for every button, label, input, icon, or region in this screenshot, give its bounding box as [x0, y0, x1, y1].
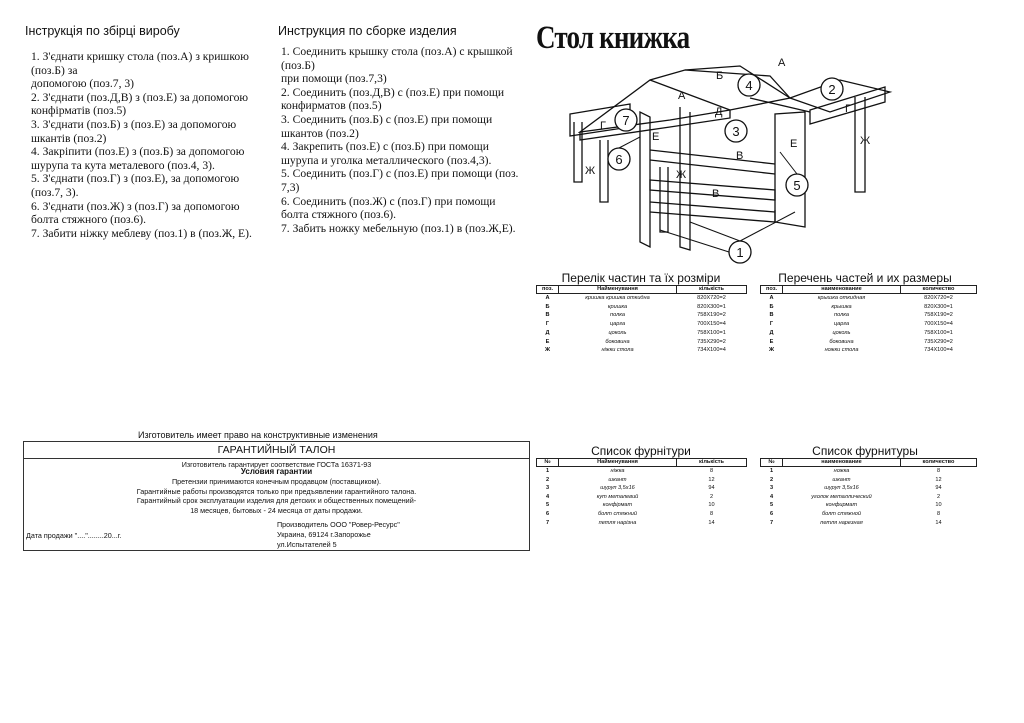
warranty-title-bar [24, 444, 529, 459]
table-header-row [761, 459, 977, 467]
table-header-row [537, 459, 747, 467]
hardware-ru-title: Список фурнитуры [812, 444, 918, 458]
column-header: поз. [761, 286, 783, 294]
instruction-line: 3. З'єднати (поз.Б) з (поз.Е) за допомогою [31, 117, 237, 131]
side-panel-right [775, 112, 805, 227]
column-header: количество [901, 286, 977, 294]
table-cell: конфірмат [602, 502, 633, 509]
table-cell: ніжки стола [601, 347, 634, 354]
table-cell: 5 [769, 502, 774, 509]
table-row [537, 329, 747, 338]
instruction-line: (поз.Б) за [31, 63, 78, 77]
table-cell: 700Х150=4 [697, 321, 726, 328]
table-cell: А [769, 295, 774, 301]
table-cell: Ж [768, 347, 775, 354]
callout-2: 2 [828, 82, 836, 97]
table-row [537, 338, 747, 347]
table-cell: 8 [936, 510, 941, 517]
table-row [537, 501, 747, 510]
manufacturer-info [277, 520, 400, 550]
table-row [761, 510, 977, 519]
table-cell: 10 [935, 502, 942, 509]
instruction-line: 7,3) [281, 180, 300, 194]
instruction-line: 1. З'єднати кришку стола (поз.А) з кришкою [31, 50, 249, 63]
table-cell: 12 [935, 476, 942, 483]
table-cell: шуруп 3,5х16 [824, 485, 859, 492]
table-cell: болт стяжний [597, 510, 638, 517]
warranty-line: Претензии принимаются конечным продавцом (поставщиком). [171, 477, 382, 486]
table-cell: Г [545, 321, 550, 328]
part-letter: Б [716, 70, 724, 82]
table-cell: А [545, 295, 550, 301]
table-cell: 758Х190=2 [697, 312, 726, 319]
table-cell: петля нарізна [598, 519, 637, 526]
instruction-line: при помощи (поз.7,3) [281, 72, 387, 86]
instruction-line: болта стяжного (поз.6). [281, 208, 397, 222]
table-cell: крышка [831, 303, 852, 310]
table-cell: 5 [545, 502, 550, 509]
table-cell: 758Х100=1 [924, 329, 953, 336]
callout-4: 4 [745, 78, 753, 93]
callout-7: 7 [622, 113, 630, 128]
instruction-line: 5. З'єднати (поз.Г) з (поз.Е), за допомогою [31, 172, 240, 186]
part-letter: Г [600, 120, 606, 132]
part-letter: А [778, 57, 786, 69]
instruction-line: 2. Соединить (поз.Д,В) с (поз.Е) при помощи [281, 85, 505, 99]
instruction-line: шурупа та кута металевого (поз.4, 3). [31, 158, 215, 172]
sale-date: Дата продажи "...."........20...г. [26, 531, 122, 540]
assembly-diagram [540, 52, 900, 267]
table-cell: Д [769, 329, 774, 336]
hardware-table-ru [760, 458, 977, 527]
instruction-line: (поз.Б) [281, 58, 315, 72]
table-cell: 14 [708, 519, 715, 526]
table-cell: крышка откидная [817, 295, 866, 301]
instruction-line: шкантів (поз.2) [31, 131, 107, 145]
table-cell: 8 [709, 468, 714, 474]
column-header: наименование [783, 459, 901, 467]
warranty-gost: Изготовитель гарантирует соответствие ГОСТа 16371-93 [181, 460, 372, 469]
hardware-ua-title: Список фурнітури [591, 444, 691, 458]
table-row [537, 519, 747, 528]
table-cell: 4 [545, 493, 550, 500]
table-cell: 6 [769, 510, 774, 517]
table-cell: 1 [769, 468, 774, 474]
table-cell: кришка кришка откидна [585, 295, 650, 301]
table-row [537, 467, 747, 476]
part-letter: Е [652, 131, 660, 143]
table-cell: уголок металлический [811, 493, 872, 500]
table-row [761, 484, 977, 493]
table-cell: шуруп 3,5х16 [600, 485, 635, 492]
table-cell: кришка [607, 303, 628, 310]
instruction-line: шкантов (поз.2) [281, 126, 359, 140]
manufacturer-line: ул.Испытателей 5 [277, 540, 337, 549]
part-letter: Г [845, 103, 851, 115]
part-letter: Ж [585, 165, 596, 177]
table-cell: кут металевий [596, 493, 639, 500]
table-row [761, 501, 977, 510]
table-row [761, 320, 977, 329]
table-cell: 735Х290=2 [924, 338, 953, 345]
part-letter: В [736, 150, 744, 162]
table-row [537, 311, 747, 320]
table-header-row [761, 286, 977, 294]
warranty-line: Гарантийные работы производятся только при предъявлении гарантийного талона. [136, 486, 417, 496]
table-row [761, 303, 977, 312]
table-cell: 12 [708, 476, 715, 483]
table-cell: 820Х300=1 [924, 303, 953, 310]
warranty-conditions-title: Условия гарантии [240, 467, 313, 476]
table-row [761, 311, 977, 320]
instruction-line: шурупа и уголка металлического (поз.4,3). [281, 153, 492, 167]
instruction-line: (поз.7, 3). [31, 185, 79, 199]
table-cell: петля нарезная [820, 519, 863, 526]
callout-1: 1 [736, 245, 744, 260]
instruction-line: 7. Забити ніжку меблеву (поз.1) в (поз.Ж, Е). [31, 226, 252, 240]
table-cell: Г [769, 321, 774, 328]
instruction-line: 1. Соединить крышку стола (поз.А) с крышкой [281, 45, 513, 58]
table-row [761, 346, 977, 355]
table-cell: Б [769, 303, 774, 310]
part-letter: В [712, 188, 720, 200]
table-cell: Б [545, 303, 550, 310]
warranty-line: Гарантийный срок эксплуатации изделия для детских и общественных помещений- [136, 496, 417, 505]
column-header: Найменування [559, 286, 677, 294]
table-cell: 7 [769, 519, 774, 526]
table-cell: ножка [833, 468, 850, 474]
instruction-line: 4. Закрепить (поз.Е) с (поз.Б) при помощи [281, 140, 489, 154]
table-row [537, 320, 747, 329]
table-cell: 820Х720=2 [697, 295, 726, 301]
table-cell: боковина [829, 338, 854, 345]
instruction-line: 2. З'єднати (поз.Д,В) з (поз.Е) за допомогою [31, 90, 249, 104]
table-cell: 3 [545, 485, 550, 492]
table-cell: 6 [545, 510, 550, 517]
table-row [537, 493, 747, 502]
table-row [761, 338, 977, 347]
table-row [761, 467, 977, 476]
side-panel-left [640, 112, 650, 247]
column-header: кількість [677, 286, 747, 294]
table-cell: 735Х290=2 [697, 338, 726, 345]
table-cell: 820Х300=1 [697, 303, 726, 310]
part-letter: Ж [676, 169, 687, 181]
instruction-line: 3. Соединить (поз.Б) с (поз.Е) при помощи [281, 112, 493, 126]
warranty-notice: Изготовитель имеет право на конструктивные изменения [138, 430, 378, 440]
table-cell: Ж [544, 347, 551, 354]
table-row [537, 510, 747, 519]
callout-5: 5 [793, 178, 801, 193]
parts-table-ua [536, 285, 747, 355]
table-header-row [537, 286, 747, 294]
table-row [761, 493, 977, 502]
parts-ru-title: Перечень частей и их размеры [778, 271, 952, 285]
callout-3: 3 [732, 124, 740, 139]
table-cell: 820Х720=2 [924, 295, 953, 301]
table-cell: 94 [708, 485, 715, 492]
table-cell: 734Х100=4 [924, 347, 953, 354]
table-row [537, 476, 747, 485]
table-cell: полка [834, 312, 849, 319]
column-header: количество [901, 459, 977, 467]
instruction-line: 7. Забить ножку мебельную (поз.1) в (поз.Ж,Е). [281, 221, 516, 235]
table-cell: В [545, 312, 550, 319]
table-cell: 2 [769, 476, 774, 483]
instruction-line: 5. Соединить (поз.Г) с (поз.Е) при помощи (поз. [281, 167, 519, 181]
table-cell: Е [769, 338, 774, 345]
column-header: № [761, 459, 783, 467]
warranty-title: ГАРАНТИЙНЫЙ ТАЛОН [217, 444, 336, 456]
table-cell: шкант [608, 476, 627, 483]
part-letter: Е [790, 138, 798, 150]
table-cell: 7 [545, 519, 550, 526]
parts-table-ru [760, 285, 977, 355]
column-header: № [537, 459, 559, 467]
table-cell: цоколь [608, 329, 627, 336]
part-letter: Ж [860, 135, 871, 147]
table-cell: царга [609, 321, 626, 328]
ua-instructions-list [31, 50, 252, 240]
instruction-line: 6. Соединить (поз.Ж) с (поз.Г) при помощи [281, 194, 496, 208]
callout-6: 6 [615, 152, 623, 167]
ru-instructions-title: Инструкция по сборке изделия [278, 24, 457, 38]
column-header: кількість [677, 459, 747, 467]
table-row [537, 484, 747, 493]
part-letter: А [678, 90, 686, 102]
table-cell: Д [545, 329, 550, 336]
table-cell: 8 [936, 468, 941, 474]
table-cell: 3 [769, 485, 774, 492]
table-cell: ніжка [610, 468, 625, 474]
table-cell: 4 [769, 493, 774, 500]
column-header: поз. [537, 286, 559, 294]
table-cell: болт стяжной [821, 510, 862, 517]
instruction-line: 6. З'єднати (поз.Ж) з (поз.Г) за допомогою [31, 199, 240, 213]
table-cell: ножки стола [824, 347, 859, 354]
column-header: наименование [783, 286, 901, 294]
table-cell: 14 [935, 519, 942, 526]
parts-ua-title: Перелік частин та їх розміри [561, 271, 721, 285]
table-cell: конфирмат [825, 502, 858, 509]
table-cell: 758Х100=1 [697, 329, 726, 336]
table-cell: полка [610, 312, 625, 319]
table-row [761, 329, 977, 338]
manufacturer-line: Украина, 69124 г.Запорожье [277, 530, 371, 539]
table-cell: боковина [605, 338, 630, 345]
hardware-table-ua [536, 458, 747, 527]
table-cell: цоколь [832, 329, 851, 336]
warranty-card [23, 441, 530, 551]
table-cell: 10 [708, 502, 715, 509]
table-cell: 1 [545, 468, 550, 474]
column-header: Найменування [559, 459, 677, 467]
instruction-line: конфірматів (поз.5) [31, 104, 127, 118]
table-cell: 2 [936, 493, 941, 500]
table-row [761, 519, 977, 528]
table-cell: 2 [545, 476, 550, 483]
warranty-line: 18 месяцев, бытовых - 24 месяца от даты продажи. [190, 505, 363, 515]
manufacturer-line: Производитель ООО "Ровер-Ресурс" [277, 520, 400, 529]
table-cell: 8 [709, 510, 714, 517]
table-row [537, 294, 747, 303]
instruction-line: 4. Закріпити (поз.Е) з (поз.Б) за допомогою [31, 145, 245, 159]
table-cell: 94 [935, 485, 942, 492]
table-row [761, 294, 977, 303]
part-letter: Д [715, 106, 723, 118]
table-cell: царга [833, 321, 850, 328]
table-cell: 2 [709, 493, 714, 500]
table-row [537, 346, 747, 355]
ru-instructions-list [281, 45, 518, 235]
table-cell: 700Х150=4 [924, 321, 953, 328]
table-row [537, 303, 747, 312]
product-title: Стол книжка [536, 20, 690, 56]
table-cell: 758Х190=2 [924, 312, 953, 319]
instruction-line: конфирматов (поз.5) [281, 99, 382, 113]
instruction-line: допомогою (поз.7, 3) [31, 77, 135, 91]
instruction-line: болта стяжного (поз.6). [31, 213, 147, 227]
table-cell: 734Х100=4 [697, 347, 726, 354]
table-cell: Е [545, 338, 550, 345]
table-cell: В [769, 312, 774, 319]
ua-instructions-title: Інструкція по збірці виробу [25, 24, 180, 38]
table-row [761, 476, 977, 485]
warranty-conditions [24, 477, 529, 515]
table-cell: шкант [832, 476, 851, 483]
